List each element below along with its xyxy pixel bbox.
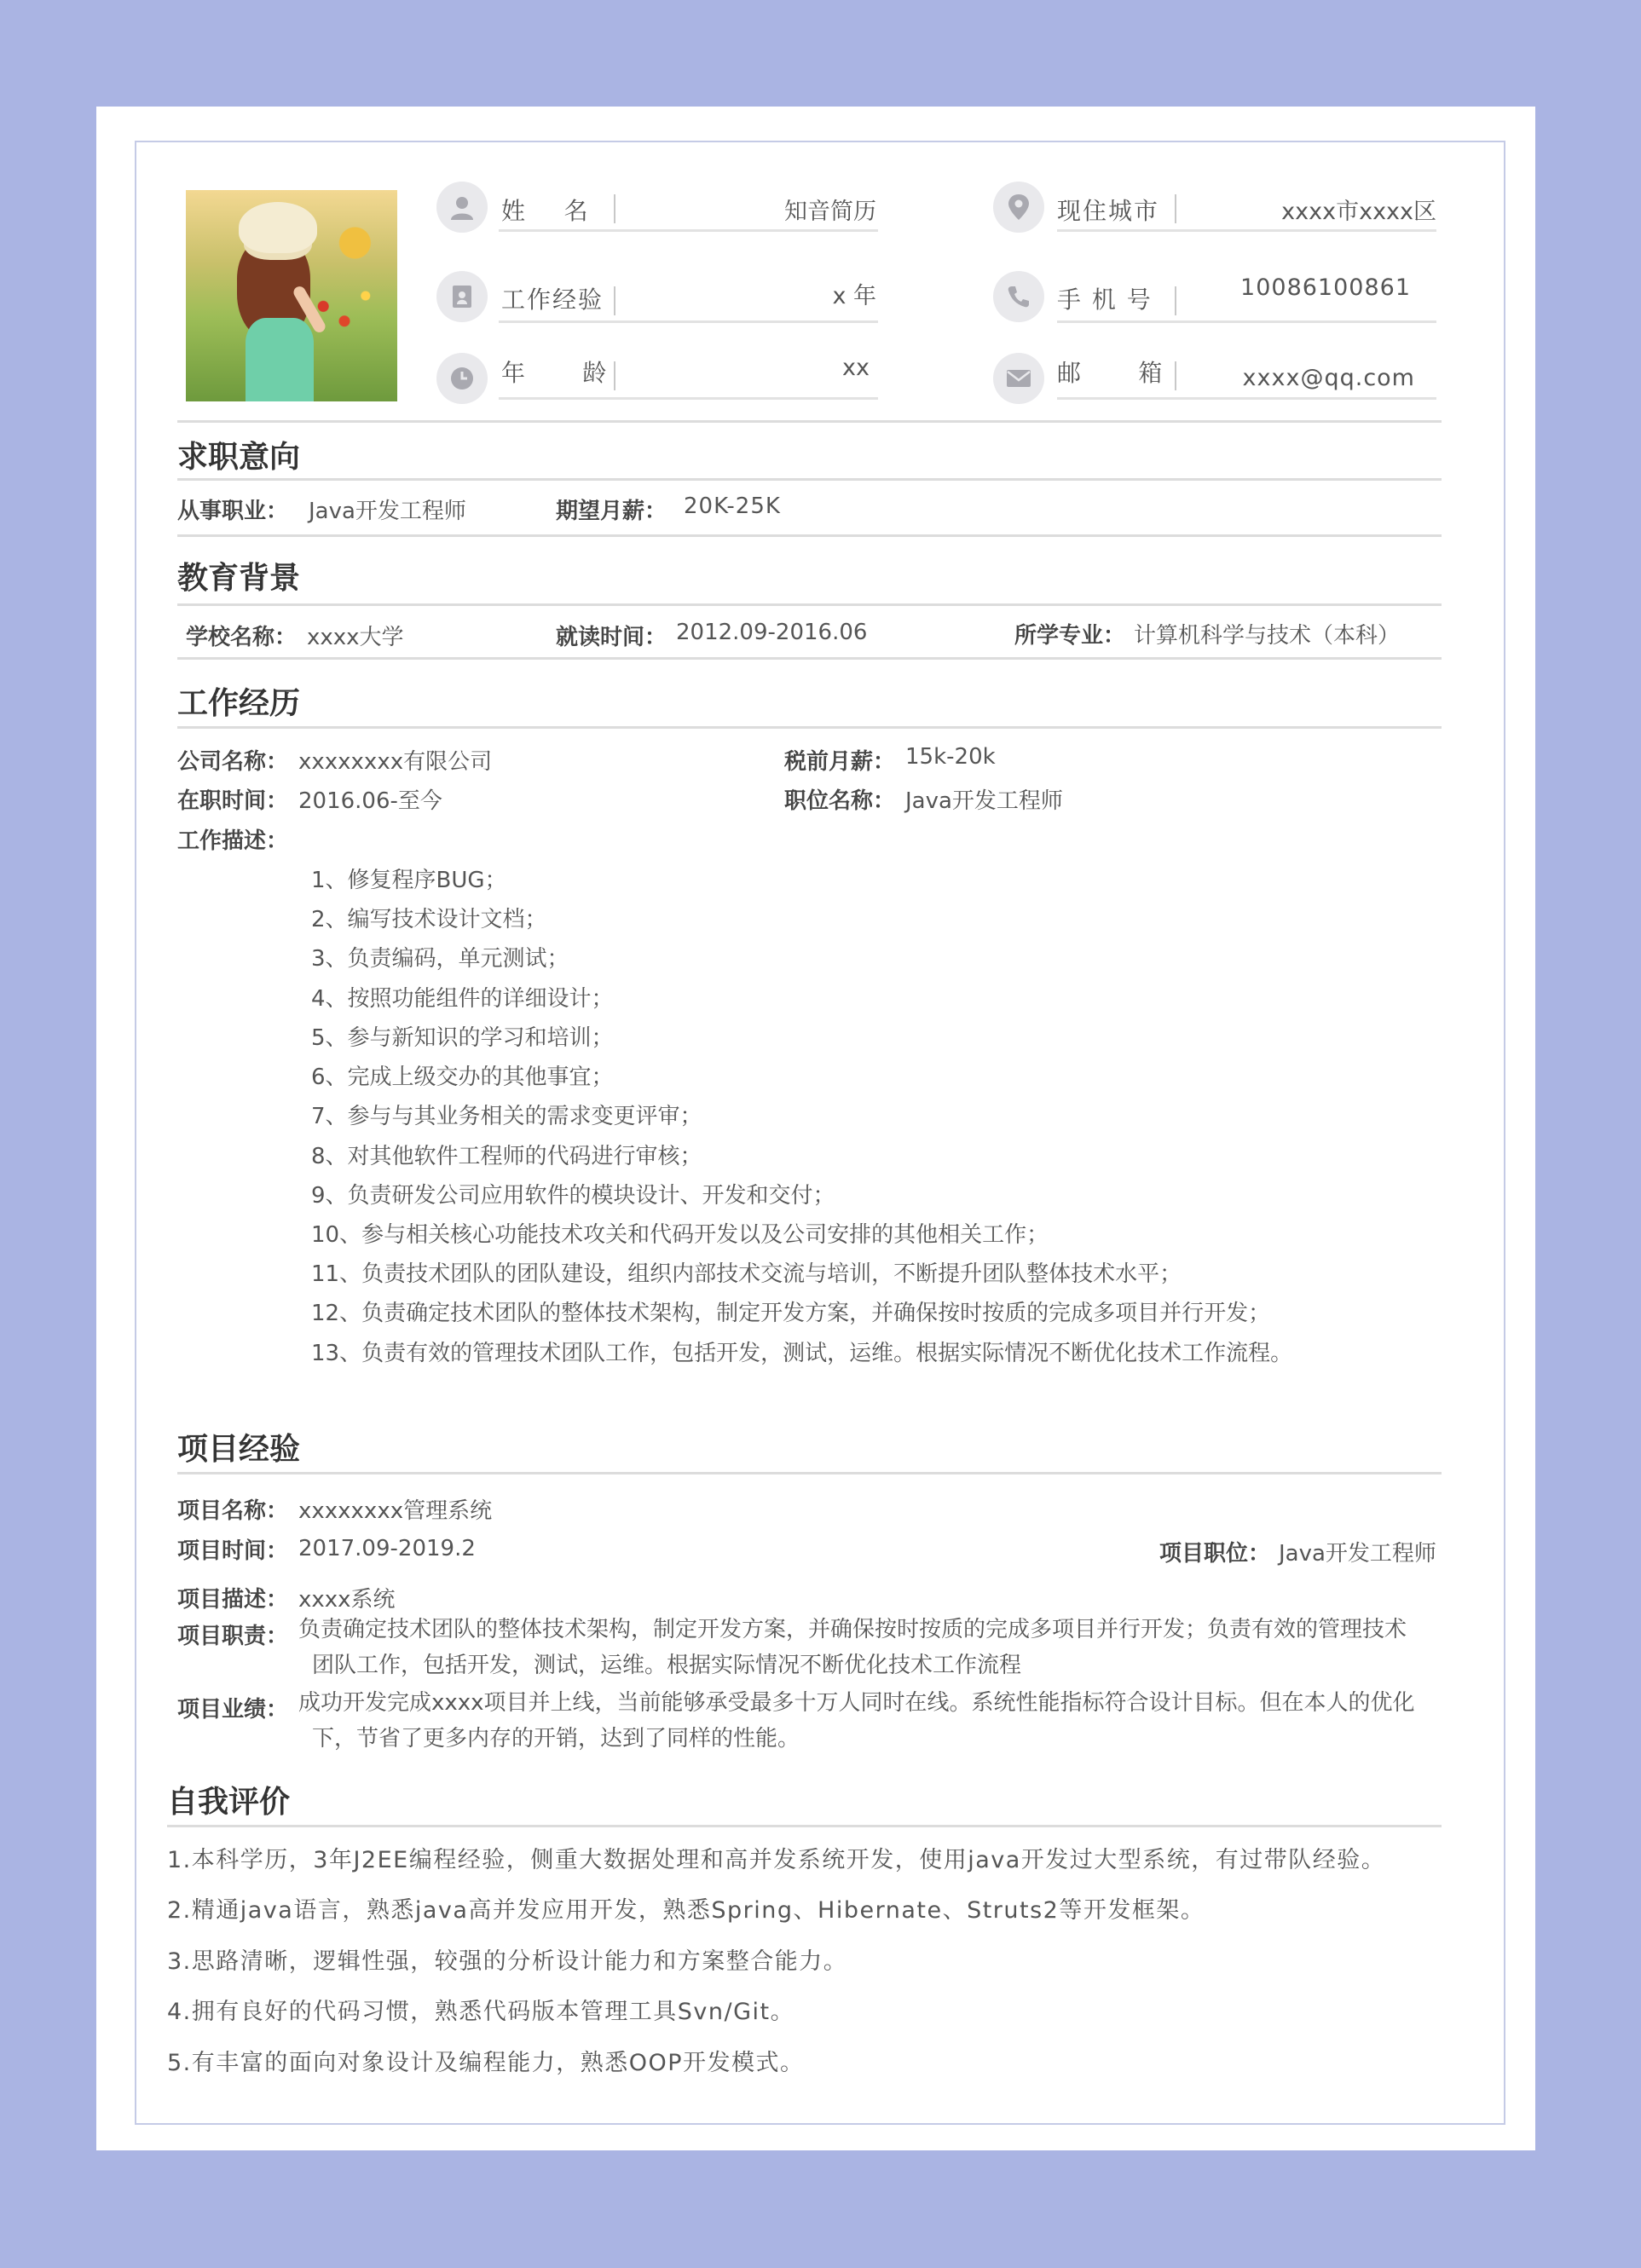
location-icon <box>993 182 1044 233</box>
id-card-icon <box>436 271 488 322</box>
experience-value: x 年 <box>832 283 876 309</box>
school-label: 学校名称： <box>186 625 298 650</box>
age-underline <box>499 397 878 400</box>
profile-photo <box>186 190 397 401</box>
project-role-label: 项目职位： <box>1159 1541 1271 1567</box>
divider <box>177 534 1442 537</box>
city-separator <box>1175 194 1176 223</box>
phone-value: 10086100861 <box>1240 274 1411 301</box>
project-achievement-text: 成功开发完成xxxx项目并上线，当前能够承受最多十万人同时在线。系统性能指标符合设计目标。但在本人的优化下，节省了更多内存的开销，达到了同样的性能。 <box>298 1690 1415 1751</box>
work-description-item: 1、修复程序BUG； <box>311 868 507 893</box>
city-label: 现住城市 <box>1057 197 1160 225</box>
expected-salary-value: 20K-25K <box>684 493 781 519</box>
position-label: 职位名称： <box>784 788 896 814</box>
project-duty-value <box>298 1612 1424 1683</box>
project-achievement-label: 项目业绩： <box>177 1697 289 1723</box>
expected-salary-label: 期望月薪： <box>556 499 667 524</box>
self-evaluation-item: 3.思路清晰，逻辑性强，较强的分析设计能力和方案整合能力。 <box>167 1948 848 1975</box>
section-title-work: 工作经历 <box>177 686 301 721</box>
position-value: Java开发工程师 <box>905 788 1063 814</box>
email-separator <box>1175 361 1176 390</box>
project-duty-label: 项目职责： <box>177 1624 289 1649</box>
city-underline <box>1057 229 1436 232</box>
user-icon <box>436 182 488 233</box>
project-achievement-value <box>298 1685 1424 1757</box>
major-value: 计算机科学与技术（本科） <box>1134 623 1401 649</box>
occupation-label: 从事职业： <box>177 499 289 524</box>
phone-icon <box>993 271 1044 322</box>
divider <box>177 603 1442 606</box>
phone-underline <box>1057 320 1436 323</box>
divider <box>177 1472 1442 1474</box>
mail-icon <box>993 353 1044 404</box>
divider <box>177 478 1442 481</box>
work-description-item: 4、按照功能组件的详细设计； <box>311 986 614 1012</box>
company-label: 公司名称： <box>177 749 289 775</box>
city-value: xxxx市xxxx区 <box>1281 199 1436 225</box>
self-evaluation-item: 2.精通java语言，熟悉java高并发应用开发，熟悉Spring、Hibernate、Struts2等开发框架。 <box>167 1897 1205 1924</box>
work-description-item: 8、对其他软件工程师的代码进行审核； <box>311 1144 702 1169</box>
work-description-item: 2、编写技术设计文档； <box>311 907 547 932</box>
self-evaluation-item: 4.拥有良好的代码习惯，熟悉代码版本管理工具Svn/Git。 <box>167 1999 795 2025</box>
self-evaluation-item: 1.本科学历，3年J2EE编程经验，侧重大数据处理和高并发系统开发，使用java开发过大型系统，有过带队经验。 <box>167 1847 1386 1873</box>
study-period-label: 就读时间： <box>556 625 667 650</box>
email-value: xxxx@qq.com <box>1242 365 1415 391</box>
work-description-item: 6、完成上级交办的其他事宜； <box>311 1065 614 1090</box>
work-description-item: 13、负责有效的管理技术团队工作，包括开发，测试，运维。根据实际情况不断优化技术工作流程。 <box>311 1341 1293 1366</box>
section-title-self-evaluation: 自我评价 <box>167 1785 291 1820</box>
project-time-value: 2017.09-2019.2 <box>298 1536 476 1561</box>
name-label: 姓 名 <box>501 197 590 225</box>
school-value: xxxx大学 <box>307 625 404 650</box>
experience-separator <box>614 286 615 315</box>
project-time-label: 项目时间： <box>177 1538 289 1564</box>
work-description-item: 9、负责研发公司应用软件的模块设计、开发和交付； <box>311 1183 835 1209</box>
divider <box>167 1825 1442 1827</box>
phone-label: 手 机 号 <box>1057 286 1153 314</box>
divider <box>177 657 1442 660</box>
clock-icon <box>436 353 488 404</box>
occupation-value: Java开发工程师 <box>309 499 466 524</box>
section-title-education: 教育背景 <box>177 561 301 596</box>
study-period-value: 2012.09-2016.06 <box>676 620 868 645</box>
name-underline <box>499 229 878 232</box>
work-description-item: 10、参与相关核心功能技术攻关和代码开发以及公司安排的其他相关工作； <box>311 1222 1049 1248</box>
section-title-job-intent: 求职意向 <box>177 440 301 475</box>
project-desc-label: 项目描述： <box>177 1587 289 1613</box>
age-separator <box>614 361 615 390</box>
pretax-salary-label: 税前月薪： <box>784 749 896 775</box>
name-value: 知音简历 <box>784 199 876 225</box>
work-description-item: 3、负责编码，单元测试； <box>311 946 569 972</box>
email-label: 邮 箱 <box>1057 359 1164 387</box>
divider <box>177 420 1442 423</box>
experience-label: 工作经验 <box>501 286 604 314</box>
name-separator <box>614 194 615 223</box>
work-description-item: 7、参与与其业务相关的需求变更评审； <box>311 1104 702 1129</box>
project-name-label: 项目名称： <box>177 1498 289 1524</box>
section-title-project: 项目经验 <box>177 1432 301 1467</box>
email-underline <box>1057 397 1436 400</box>
project-duty-text: 负责确定技术团队的整体技术架构，制定开发方案，并确保按时按质的完成多项目并行开发；负责有效的管理技术团队工作，包括开发，测试，运维。根据实际情况不断优化技术工作流程 <box>298 1617 1407 1678</box>
project-desc-value: xxxx系统 <box>298 1587 396 1613</box>
phone-separator <box>1175 286 1176 315</box>
work-description-label: 工作描述： <box>177 828 289 854</box>
project-name-value: xxxxxxxx管理系统 <box>298 1498 493 1524</box>
employment-period-value: 2016.06-至今 <box>298 788 442 814</box>
experience-underline <box>499 320 878 323</box>
pretax-salary-value: 15k-20k <box>905 744 996 770</box>
employment-period-label: 在职时间： <box>177 788 289 814</box>
project-role-value: Java开发工程师 <box>1279 1541 1436 1567</box>
company-value: xxxxxxxx有限公司 <box>298 749 493 775</box>
age-value: xx <box>842 355 870 381</box>
work-description-item: 5、参与新知识的学习和培训； <box>311 1025 614 1051</box>
divider <box>177 726 1442 729</box>
age-label: 年 龄 <box>501 359 609 387</box>
work-description-item: 11、负责技术团队的团队建设，组织内部技术交流与培训，不断提升团队整体技术水平； <box>311 1261 1182 1287</box>
work-description-item: 12、负责确定技术团队的整体技术架构，制定开发方案，并确保按时按质的完成多项目并行开发； <box>311 1301 1271 1326</box>
self-evaluation-item: 5.有丰富的面向对象设计及编程能力，熟悉OOP开发模式。 <box>167 2050 805 2076</box>
major-label: 所学专业： <box>1014 623 1126 649</box>
